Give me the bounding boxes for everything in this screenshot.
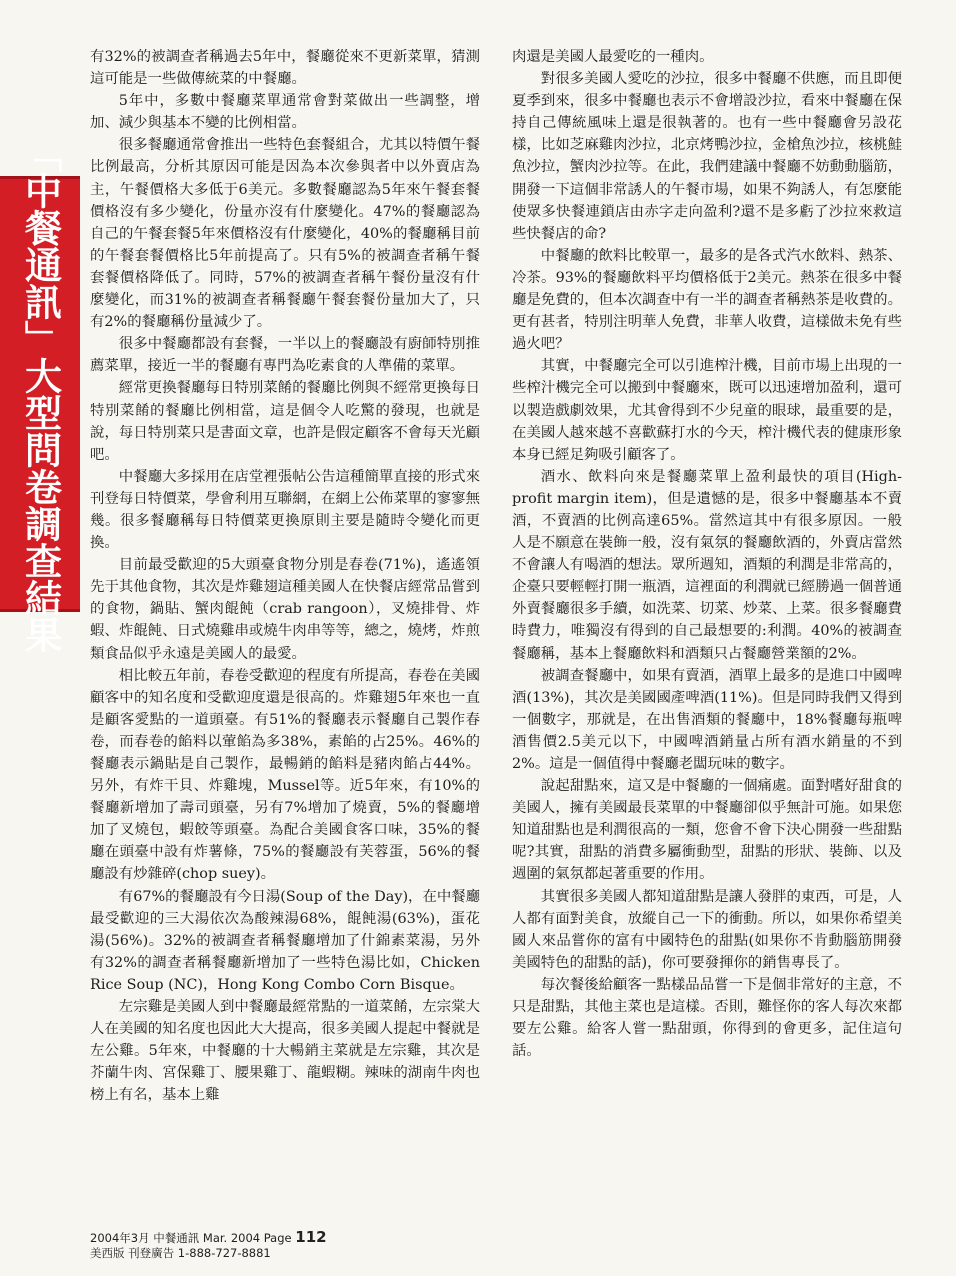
paragraph: 相比較五年前，春卷受歡迎的程度有所提高，春卷在美國顧客中的知名度和受歡迎度還是很高的。炸雞翅5年來也一直是顧客愛點的一道頭臺。有51%的餐廳表示餐廳自己製作春卷，而春卷的餡料以葷餡為多38%，素餡的占25%。46%的餐廳表示鍋貼是自己製作，最暢銷的餡料是豬肉餡占44%。另外，有炸干貝、炸雞塊，Mussel等。近5年來，有10%的餐廳新增加了壽司頭臺，另有7%增加了燒賣，5%的餐廳增加了叉燒包，蝦餃等頭臺。為配合美國食客口味，35%的餐廳在頭臺中設有炸薯條，75%的餐廳設有芙蓉蛋，56%的餐廳設有炒雜碎(chop suey)。 (90, 667, 480, 883)
paragraph: 酒水、飲料向來是餐廳菜單上盈利最快的項目(High-profit margin item)，但是遺憾的是，很多中餐廳基本不賣酒，不賣酒的比例高達65%。當然這其中有很多原因。一般人是不願意在裝飾一般，沒有氣氛的餐廳飲酒的，外賣店當然不會讓人有喝酒的想法。眾所週知，酒類的利潤是非常高的，企臺只要輕輕打開一瓶酒，這裡面的利潤就已經勝過一個普通外賣餐廳很多手續，如洗菜、切菜、炒菜、上菜。很多餐廳費時費力，唯獨沒有得到的自己最想要的:利潤。40%的被調查餐廳稱，基本上餐廳飲料和酒類只占餐廳營業額的2%。 (512, 468, 902, 662)
footer-ad-line: 美西版 刊登廣告 1-888-727-8881 (90, 1246, 271, 1260)
paragraph: 對很多美國人愛吃的沙拉，很多中餐廳不供應，而且即便夏季到來，很多中餐廳也表示不會增設沙拉，看來中餐廳在保持自己傳統風味上還是很執著的。也有一些中餐廳會另設花樣，比如芝麻雞肉沙拉，北京烤鴨沙拉，金槍魚沙拉，核桃鮭魚沙拉，蟹肉沙拉等。在此，我們建議中餐廳不妨動動腦筋，開發一下這個非常誘人的午餐市場，如果不夠誘人，有怎麼能使眾多快餐連鎖店由赤字走向盈利?還不是多虧了沙拉來救這些快餐店的命? (512, 71, 902, 242)
paragraph: 很多中餐廳都設有套餐，一半以上的餐廳設有廚師特別推薦菜單，接近一半的餐廳有專門為吃素食的人準備的菜單。 (90, 336, 480, 375)
paragraph: 被調查餐廳中，如果有賣酒，酒單上最多的是進口中國啤酒(13%)，其次是美國國產啤酒(11%)。但是同時我們又得到一個數字，那就是，在出售酒類的餐廳中，18%餐廳每瓶啤酒售價2.5美元以下，中國啤酒銷量占所有酒水銷量的不到2%。這是一個值得中餐廳老闆玩味的數字。 (512, 667, 902, 772)
paragraph: 其實，中餐廳完全可以引進榨汁機，目前市場上出現的一些榨汁機完全可以搬到中餐廳來，既可以迅速增加盈利，還可以製造戲劇效果，尤其會得到不少兒童的眼球，最重要的是，在美國人越來越不喜歡蘇打水的今天，榨汁機代表的健康形象本身已經足夠吸引顧客了。 (512, 358, 902, 463)
paragraph: 目前最受歡迎的5大頭臺食物分別是春卷(71%)，遙遙領先于其他食物，其次是炸雞翅這種美國人在快餐店經常品嘗到的食物，鍋貼、蟹肉餛飩（crab rangoon），叉燒排骨、炸蝦、炸餛飩、日式燒雞串或燒牛肉串等等，總之，燒烤，炸煎類食品似乎永遠是美國人的最愛。 (90, 557, 480, 662)
left-column (90, 46, 480, 1107)
footer-issue: 2004年3月 中餐通訊 Mar. 2004 Page (90, 1231, 296, 1245)
page-footer (90, 1230, 510, 1261)
paragraph: 經常更換餐廳每日特別菜餚的餐廳比例與不經常更換每日特別菜餚的餐廳比例相當，這是個令人吃驚的發現，也就是說，每日特別菜只是書面文章，也許是假定顧客不會每天光顧吧。 (90, 380, 480, 463)
paragraph: 說起甜點來，這又是中餐廳的一個痛處。面對嗜好甜食的美國人，擁有美國最長菜單的中餐廳卻似乎無計可施。如果您知道甜點也是利潤很高的一類，您會不會下決心開發一些甜點呢?其實，甜點的消費多屬衝動型，甜點的形狀、裝飾、以及週圍的氣氛都起著重要的作用。 (512, 778, 902, 883)
paragraph: 每次餐後給顧客一點樣品品嘗一下是個非常好的主意，不只是甜點，其他主菜也是這樣。否則，難怪你的客人每次來都要左公雞。給客人嘗一點甜頭，你得到的會更多，記住這句話。 (512, 976, 902, 1060)
right-column (512, 46, 902, 1062)
sidebar-banner (0, 135, 80, 653)
paragraph: 有32%的被調查者稱過去5年中，餐廳從來不更新菜單，猜測這可能是一些做傳統菜的中餐廳。 (90, 49, 480, 88)
paragraph: 很多餐廳通常會推出一些特色套餐組合，尤其以特價午餐比例最高，分析其原因可能是因為本次參與者中以外賣店為主，午餐價格大多低于6美元。多數餐廳認為5年來午餐套餐價格沒有多少變化，份量亦沒有什麼變化。47%的餐廳認為自己的午餐套餐5年來價格沒有什麼變化，40%的餐廳稱目前的午餐套餐價格比5年前提高了。只有5%的被調查者稱午餐套餐價格降低了。同時，57%的被調查者稱午餐份量沒有什麼變化，而31%的被調查者稱餐廳午餐套餐份量加大了，只有2%的餐廳稱份量減少了。 (90, 137, 480, 331)
footer-issue-line (90, 1230, 510, 1246)
page-number: 112 (295, 1228, 327, 1246)
paragraph: 5年中，多數中餐廳菜單通常會對菜做出一些調整，增加、減少與基本不變的比例相當。 (90, 93, 480, 132)
paragraph: 中餐廳的飲料比較單一，最多的是各式汽水飲料、熱茶、冷茶。93%的餐廳飲料平均價格低于2美元。熱茶在很多中餐廳是免費的，但本次調查中有一半的調查者稱熱茶是收費的。更有甚者，特別注明華人免費，非華人收費，這樣做未免有些過火吧？ (512, 247, 902, 353)
paragraph: 中餐廳大多採用在店堂裡張帖公告這種簡單直接的形式來刊登每日特價菜，學會利用互聯網，在網上公佈菜單的寥寥無幾。很多餐廳稱每日特價菜更換原則主要是隨時令變化而更換。 (90, 468, 480, 552)
paragraph: 有67%的餐廳設有今日湯(Soup of the Day)，在中餐廳最受歡迎的三大湯依次為酸辣湯68%，餛飩湯(63%)，蛋花湯(56%)。32%的被調查者稱餐廳增加了什錦素菜湯，另外有32%的調查者稱餐廳新增加了一些特色湯比如，Chicken Rice Soup (NC)，Hong Kong Combo Corn Bisque。 (90, 888, 481, 993)
sidebar-title: 「中餐通訊」大型問卷調查結果 (18, 135, 62, 653)
paragraph: 其實很多美國人都知道甜點是讓人發胖的東西，可是，人人都有面對美食，放縱自己一下的衝動。所以，如果你希望美國人來品嘗你的富有中國特色的甜點(如果你不肯動腦筋開發美國特色的甜點的話)，你可要發揮你的銷售專長了。 (512, 888, 902, 971)
paragraph: 肉還是美國人最愛吃的一種肉。 (512, 49, 714, 65)
paragraph: 左宗雞是美國人到中餐廳最經常點的一道菜餚，左宗棠大人在美國的知名度也因此大大提高，很多美國人提起中餐就是左公雞。5年來，中餐廳的十大暢銷主菜就是左宗雞，其次是芥蘭牛肉、宮保雞丁、腰果雞丁、龍蝦糊。辣味的湖南牛肉也榜上有名，基本上雞 (90, 999, 480, 1104)
